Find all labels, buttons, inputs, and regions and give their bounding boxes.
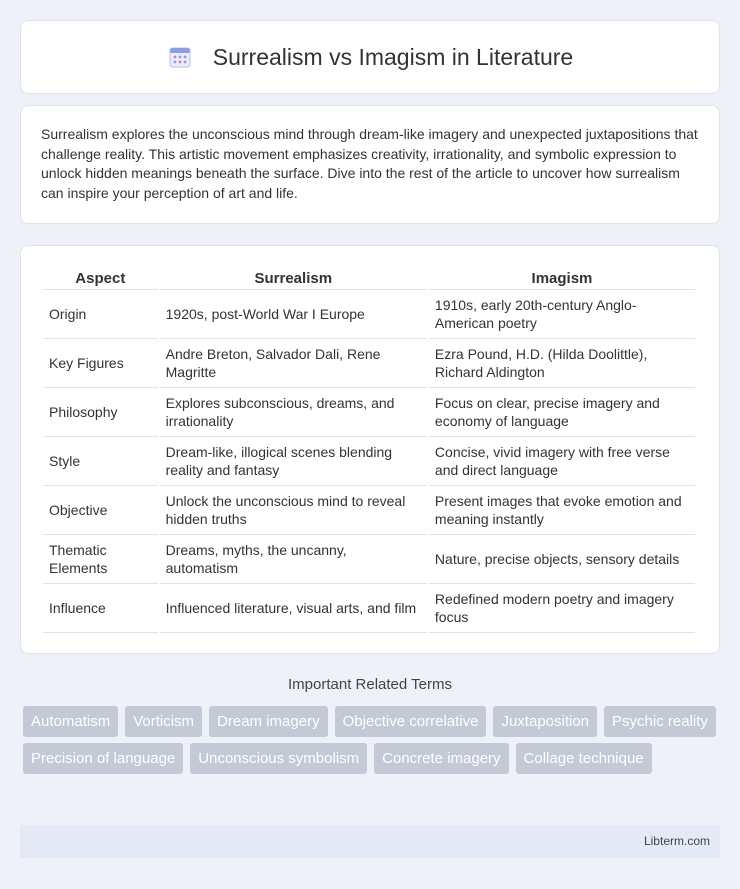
- table-row: [43, 584, 695, 633]
- row-aspect: Influence: [43, 584, 158, 633]
- header-imagism: Imagism: [429, 266, 695, 290]
- tag-psychic-reality[interactable]: Psychic reality: [604, 706, 716, 737]
- row-imagism: Redefined modern poetry and imagery focus: [429, 584, 695, 633]
- row-surrealism: Andre Breton, Salvador Dali, Rene Magritte: [160, 339, 427, 388]
- footer: [20, 825, 720, 858]
- header-surrealism: Surrealism: [160, 266, 427, 290]
- row-aspect: Key Figures: [43, 339, 158, 388]
- row-surrealism: Explores subconscious, dreams, and irrationality: [160, 388, 427, 437]
- row-aspect: Thematic Elements: [43, 535, 158, 584]
- comparison-card: [20, 245, 720, 654]
- header-aspect: Aspect: [43, 266, 158, 290]
- intro-text: Surrealism explores the unconscious mind through dream-like imagery and unexpected juxtapositions that challenge reality. This artistic movement emphasizes creativity, irrationality, and symbolic expression to unlock hidden meanings beneath the surface. Dive into the rest of the article to uncover how surrealism can inspire your perception of art and life.: [41, 126, 698, 201]
- comparison-table: [41, 266, 697, 633]
- row-surrealism: Dreams, myths, the uncanny, automatism: [160, 535, 427, 584]
- tag-unconscious-symbolism[interactable]: Unconscious symbolism: [190, 743, 367, 774]
- row-surrealism: Influenced literature, visual arts, and film: [160, 584, 427, 633]
- row-imagism: Present images that evoke emotion and meaning instantly: [429, 486, 695, 535]
- table-row: [43, 437, 695, 486]
- calendar-grid-icon: [167, 44, 193, 70]
- tag-automatism[interactable]: Automatism: [23, 706, 118, 737]
- tag-precision-of-language[interactable]: Precision of language: [23, 743, 183, 774]
- footer-brand-link[interactable]: Libterm.com: [643, 834, 710, 848]
- row-aspect: Origin: [43, 290, 158, 339]
- table-row: [43, 388, 695, 437]
- row-aspect: Philosophy: [43, 388, 158, 437]
- row-aspect: Style: [43, 437, 158, 486]
- tag-vorticism[interactable]: Vorticism: [125, 706, 202, 737]
- row-surrealism: Dream-like, illogical scenes blending reality and fantasy: [160, 437, 427, 486]
- header-card: [20, 20, 720, 94]
- tag-dream-imagery[interactable]: Dream imagery: [209, 706, 328, 737]
- related-terms-list: [23, 706, 723, 780]
- tag-objective-correlative[interactable]: Objective correlative: [335, 706, 487, 737]
- table-header-row: [43, 266, 695, 290]
- row-imagism: Nature, precise objects, sensory details: [429, 535, 695, 584]
- row-imagism: Ezra Pound, H.D. (Hilda Doolittle), Richard Aldington: [429, 339, 695, 388]
- intro-card: [20, 105, 720, 224]
- page-title: Surrealism vs Imagism in Literature: [212, 43, 574, 70]
- related-terms-title: Important Related Terms: [288, 676, 452, 693]
- table-row: [43, 535, 695, 584]
- table-row: [43, 339, 695, 388]
- table-row: [43, 486, 695, 535]
- tag-juxtaposition[interactable]: Juxtaposition: [493, 706, 597, 737]
- row-imagism: Concise, vivid imagery with free verse and direct language: [429, 437, 695, 486]
- row-surrealism: Unlock the unconscious mind to reveal hidden truths: [160, 486, 427, 535]
- row-imagism: 1910s, early 20th-century Anglo-American poetry: [429, 290, 695, 339]
- row-surrealism: 1920s, post-World War I Europe: [160, 290, 427, 339]
- row-aspect: Objective: [43, 486, 158, 535]
- tag-concrete-imagery[interactable]: Concrete imagery: [374, 743, 508, 774]
- row-imagism: Focus on clear, precise imagery and economy of language: [429, 388, 695, 437]
- tag-collage-technique[interactable]: Collage technique: [516, 743, 652, 774]
- table-row: [43, 290, 695, 339]
